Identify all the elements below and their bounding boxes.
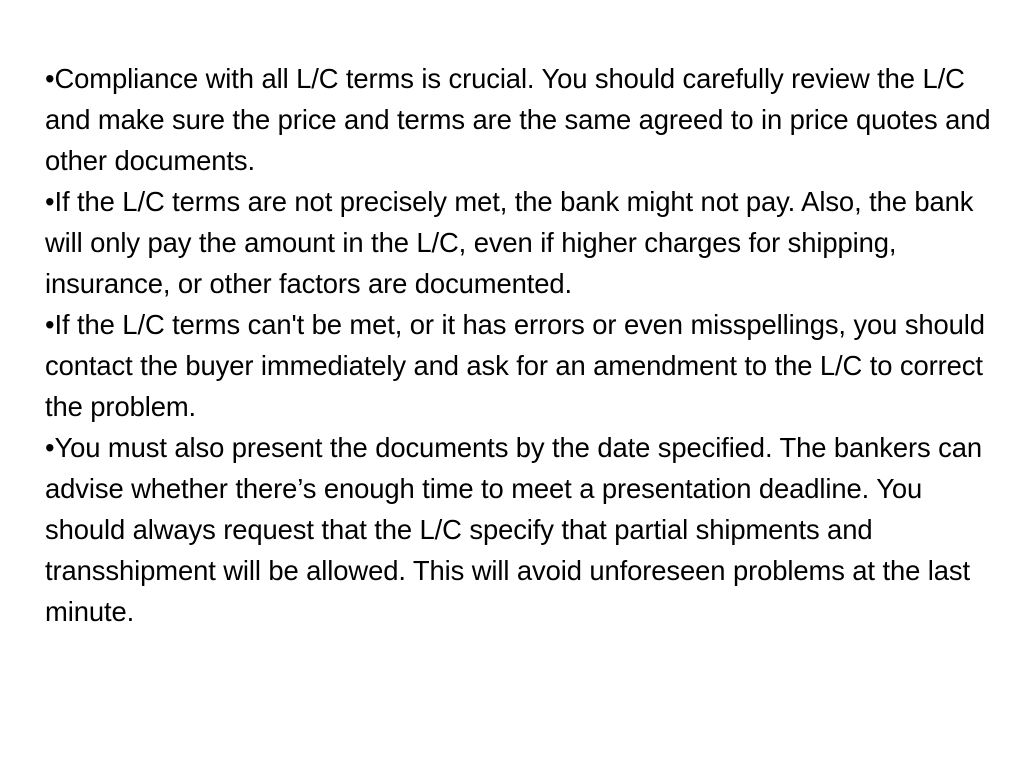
- bullet-paragraph-terms-not-met: •If the L/C terms are not precisely met, the bank might not pay. Also, the bank will only pay the amount in the L/C, even if higher charges for shipping, insurance, or other factors are documented.: [45, 186, 974, 299]
- bullet-paragraph-compliance: •Compliance with all L/C terms is crucial. You should carefully review the L/C and make sure the price and terms are the same agreed to in price quotes and other documents.: [45, 63, 991, 176]
- bullet-paragraph-presentation-deadline: •You must also present the documents by the date specified. The bankers can advise whether there’s enough time to meet a presentation deadline. You should always request that the L/C specify that partial shipments and transshipment will be allowed. This will avoid unforeseen problems at the last minute.: [45, 432, 982, 627]
- slide-body: [45, 58, 1000, 632]
- bullet-paragraph-amendment: •If the L/C terms can't be met, or it has errors or even misspellings, you should contact the buyer immediately and ask for an amendment to the L/C to correct the problem.: [45, 309, 985, 422]
